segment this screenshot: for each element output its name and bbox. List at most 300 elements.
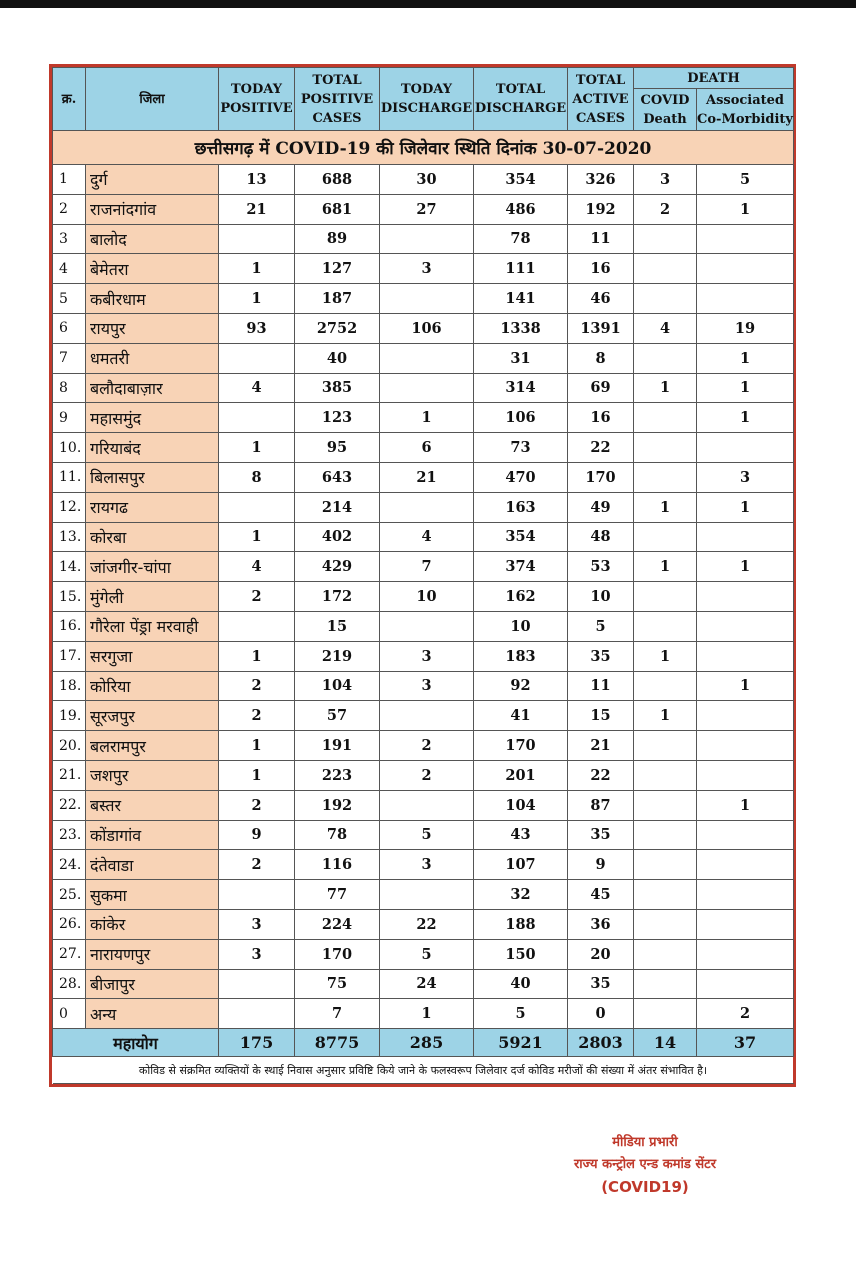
cell-serial: 25. <box>53 880 86 910</box>
cell-active-cases: 22 <box>568 760 634 790</box>
table-row <box>53 462 794 492</box>
cell-total-discharge: 188 <box>474 909 568 939</box>
cell-serial: 6 <box>53 313 86 343</box>
table-row <box>53 403 794 433</box>
cell-today-discharge <box>380 224 474 254</box>
cell-total-positive: 40 <box>295 343 380 373</box>
cell-covid-death <box>634 731 697 761</box>
cell-comorbidity <box>697 939 794 969</box>
cell-today-discharge <box>380 373 474 403</box>
cell-serial: 0 <box>53 999 86 1029</box>
table-row <box>53 433 794 463</box>
cell-serial: 13. <box>53 522 86 552</box>
cell-serial: 14. <box>53 552 86 582</box>
cell-comorbidity: 1 <box>697 373 794 403</box>
cell-today-positive: 93 <box>219 313 295 343</box>
cell-comorbidity: 1 <box>697 492 794 522</box>
cell-total-positive: 127 <box>295 254 380 284</box>
cell-total-discharge: 162 <box>474 582 568 612</box>
table-row <box>53 641 794 671</box>
cell-total-discharge: 470 <box>474 462 568 492</box>
cell-comorbidity <box>697 254 794 284</box>
cell-serial: 21. <box>53 760 86 790</box>
cell-comorbidity <box>697 909 794 939</box>
cell-covid-death <box>634 999 697 1029</box>
cell-total-discharge: 31 <box>474 343 568 373</box>
cell-comorbidity: 2 <box>697 999 794 1029</box>
cell-today-positive: 8 <box>219 462 295 492</box>
cell-covid-death <box>634 760 697 790</box>
cell-today-positive: 9 <box>219 820 295 850</box>
cell-district: कोरबा <box>86 522 219 552</box>
table-row <box>53 224 794 254</box>
total-covid-death: 14 <box>634 1029 697 1057</box>
table-row <box>53 611 794 641</box>
table-row <box>53 790 794 820</box>
cell-district: जांजगीर-चांपा <box>86 552 219 582</box>
cell-district: बलरामपुर <box>86 731 219 761</box>
cell-covid-death <box>634 224 697 254</box>
cell-active-cases: 21 <box>568 731 634 761</box>
cell-total-positive: 170 <box>295 939 380 969</box>
table-row <box>53 939 794 969</box>
table-row <box>53 552 794 582</box>
cell-active-cases: 11 <box>568 671 634 701</box>
cell-covid-death <box>634 343 697 373</box>
cell-district: जशपुर <box>86 760 219 790</box>
cell-today-positive: 1 <box>219 731 295 761</box>
cell-comorbidity <box>697 880 794 910</box>
cell-total-positive: 688 <box>295 165 380 195</box>
cell-comorbidity <box>697 224 794 254</box>
table-row <box>53 909 794 939</box>
cell-comorbidity <box>697 731 794 761</box>
cell-today-positive: 3 <box>219 939 295 969</box>
cell-active-cases: 9 <box>568 850 634 880</box>
total-label: महायोग <box>53 1029 219 1057</box>
cell-total-positive: 7 <box>295 999 380 1029</box>
cell-district: रायगढ <box>86 492 219 522</box>
cell-active-cases: 15 <box>568 701 634 731</box>
grand-total-row <box>53 1029 794 1057</box>
cell-total-discharge: 10 <box>474 611 568 641</box>
total-active: 2803 <box>568 1029 634 1057</box>
cell-total-positive: 219 <box>295 641 380 671</box>
cell-covid-death: 1 <box>634 641 697 671</box>
cell-today-positive: 2 <box>219 850 295 880</box>
cell-covid-death: 1 <box>634 701 697 731</box>
cell-total-discharge: 163 <box>474 492 568 522</box>
cell-covid-death <box>634 611 697 641</box>
header-covid-death: COVID Death <box>634 89 697 131</box>
cell-total-positive: 385 <box>295 373 380 403</box>
cell-total-positive: 95 <box>295 433 380 463</box>
total-today-discharge: 285 <box>380 1029 474 1057</box>
cell-district: कोरिया <box>86 671 219 701</box>
header-today-discharge: TODAY DISCHARGE <box>380 68 474 131</box>
signature-block <box>520 1132 770 1198</box>
cell-active-cases: 87 <box>568 790 634 820</box>
cell-covid-death <box>634 909 697 939</box>
cell-total-discharge: 374 <box>474 552 568 582</box>
cell-total-positive: 192 <box>295 790 380 820</box>
cell-total-positive: 214 <box>295 492 380 522</box>
cell-serial: 23. <box>53 820 86 850</box>
cell-active-cases: 46 <box>568 284 634 314</box>
cell-covid-death: 1 <box>634 373 697 403</box>
cell-today-discharge: 106 <box>380 313 474 343</box>
cell-today-positive: 2 <box>219 582 295 612</box>
cell-covid-death <box>634 969 697 999</box>
cell-total-positive: 116 <box>295 850 380 880</box>
cell-today-discharge: 2 <box>380 760 474 790</box>
cell-serial: 2 <box>53 194 86 224</box>
table-row <box>53 165 794 195</box>
cell-district: सूरजपुर <box>86 701 219 731</box>
cell-covid-death <box>634 850 697 880</box>
table-row <box>53 671 794 701</box>
cell-today-positive: 4 <box>219 373 295 403</box>
cell-active-cases: 45 <box>568 880 634 910</box>
district-status-table <box>52 67 794 1084</box>
cell-comorbidity <box>697 820 794 850</box>
cell-total-discharge: 354 <box>474 522 568 552</box>
cell-comorbidity <box>697 522 794 552</box>
table-row <box>53 343 794 373</box>
cell-today-discharge: 7 <box>380 552 474 582</box>
cell-today-positive <box>219 492 295 522</box>
cell-comorbidity: 19 <box>697 313 794 343</box>
cell-district: कोंडागांव <box>86 820 219 850</box>
cell-serial: 8 <box>53 373 86 403</box>
table-row <box>53 313 794 343</box>
cell-active-cases: 35 <box>568 820 634 850</box>
table-row <box>53 731 794 761</box>
cell-district: धमतरी <box>86 343 219 373</box>
table-row <box>53 254 794 284</box>
footnote: कोविड से संक्रमित व्यक्तियों के स्थाई निवास अनुसार प्रविष्टि किये जाने के फलस्वरूप जिलेवार दर्ज कोविड मरीजों की संख्या में अंतर संभावित है। <box>53 1057 794 1084</box>
cell-today-positive: 1 <box>219 522 295 552</box>
cell-today-discharge: 3 <box>380 850 474 880</box>
cell-total-positive: 15 <box>295 611 380 641</box>
cell-comorbidity: 1 <box>697 671 794 701</box>
cell-active-cases: 16 <box>568 403 634 433</box>
cell-serial: 11. <box>53 462 86 492</box>
header-serial: क्र. <box>53 68 86 131</box>
cell-total-positive: 77 <box>295 880 380 910</box>
cell-today-positive: 2 <box>219 671 295 701</box>
total-comorbidity: 37 <box>697 1029 794 1057</box>
cell-total-positive: 57 <box>295 701 380 731</box>
cell-covid-death <box>634 284 697 314</box>
cell-total-positive: 681 <box>295 194 380 224</box>
cell-district: बेमेतरा <box>86 254 219 284</box>
table-row <box>53 194 794 224</box>
cell-today-discharge: 21 <box>380 462 474 492</box>
cell-total-positive: 78 <box>295 820 380 850</box>
cell-today-discharge: 5 <box>380 939 474 969</box>
cell-serial: 26. <box>53 909 86 939</box>
cell-total-discharge: 107 <box>474 850 568 880</box>
cell-covid-death <box>634 790 697 820</box>
cell-serial: 3 <box>53 224 86 254</box>
cell-total-discharge: 41 <box>474 701 568 731</box>
cell-covid-death <box>634 582 697 612</box>
cell-serial: 16. <box>53 611 86 641</box>
cell-comorbidity <box>697 641 794 671</box>
cell-total-discharge: 183 <box>474 641 568 671</box>
cell-district: राजनांदगांव <box>86 194 219 224</box>
total-total-discharge: 5921 <box>474 1029 568 1057</box>
cell-active-cases: 10 <box>568 582 634 612</box>
cell-today-positive: 4 <box>219 552 295 582</box>
report-title: छत्तीसगढ़ में COVID-19 की जिलेवार स्थिति दिनांक 30-07-2020 <box>53 131 794 165</box>
cell-active-cases: 1391 <box>568 313 634 343</box>
cell-comorbidity: 1 <box>697 552 794 582</box>
cell-total-positive: 191 <box>295 731 380 761</box>
cell-comorbidity: 5 <box>697 165 794 195</box>
cell-active-cases: 35 <box>568 641 634 671</box>
cell-total-discharge: 92 <box>474 671 568 701</box>
cell-today-discharge: 3 <box>380 641 474 671</box>
header-today-positive: TODAY POSITIVE <box>219 68 295 131</box>
cell-active-cases: 11 <box>568 224 634 254</box>
cell-today-discharge <box>380 790 474 820</box>
cell-comorbidity: 1 <box>697 343 794 373</box>
total-today-positive: 175 <box>219 1029 295 1057</box>
cell-active-cases: 35 <box>568 969 634 999</box>
cell-covid-death <box>634 880 697 910</box>
cell-today-positive <box>219 969 295 999</box>
cell-today-positive <box>219 403 295 433</box>
table-row <box>53 582 794 612</box>
cell-covid-death: 1 <box>634 492 697 522</box>
cell-serial: 5 <box>53 284 86 314</box>
cell-serial: 28. <box>53 969 86 999</box>
cell-covid-death <box>634 820 697 850</box>
table-row <box>53 284 794 314</box>
cell-district: कांकेर <box>86 909 219 939</box>
cell-total-positive: 187 <box>295 284 380 314</box>
cell-comorbidity <box>697 701 794 731</box>
cell-today-discharge: 5 <box>380 820 474 850</box>
cell-total-positive: 429 <box>295 552 380 582</box>
table-row <box>53 969 794 999</box>
cell-today-positive: 3 <box>219 909 295 939</box>
footer-covid19: (COVID19) <box>601 1178 689 1196</box>
cell-today-positive: 2 <box>219 790 295 820</box>
header-district: जिला <box>86 68 219 131</box>
cell-total-positive: 223 <box>295 760 380 790</box>
cell-total-discharge: 78 <box>474 224 568 254</box>
cell-comorbidity <box>697 611 794 641</box>
cell-serial: 1 <box>53 165 86 195</box>
cell-total-discharge: 32 <box>474 880 568 910</box>
cell-today-positive: 1 <box>219 433 295 463</box>
cell-today-discharge: 3 <box>380 671 474 701</box>
cell-serial: 10. <box>53 433 86 463</box>
cell-total-discharge: 150 <box>474 939 568 969</box>
cell-district: सुकमा <box>86 880 219 910</box>
table-row <box>53 820 794 850</box>
cell-district: अन्य <box>86 999 219 1029</box>
cell-total-positive: 75 <box>295 969 380 999</box>
cell-district: बस्तर <box>86 790 219 820</box>
cell-active-cases: 49 <box>568 492 634 522</box>
cell-comorbidity: 3 <box>697 462 794 492</box>
table-row <box>53 999 794 1029</box>
cell-today-discharge: 2 <box>380 731 474 761</box>
cell-comorbidity <box>697 850 794 880</box>
cell-today-discharge <box>380 492 474 522</box>
cell-serial: 17. <box>53 641 86 671</box>
cell-district: बिलासपुर <box>86 462 219 492</box>
cell-covid-death <box>634 939 697 969</box>
cell-district: कबीरधाम <box>86 284 219 314</box>
table-row <box>53 850 794 880</box>
cell-total-discharge: 106 <box>474 403 568 433</box>
cell-district: गरियाबंद <box>86 433 219 463</box>
header-active-cases: TOTAL ACTIVE CASES <box>568 68 634 131</box>
table-row <box>53 522 794 552</box>
cell-today-positive: 13 <box>219 165 295 195</box>
top-border-bar <box>0 0 856 8</box>
cell-total-discharge: 43 <box>474 820 568 850</box>
cell-today-discharge: 1 <box>380 403 474 433</box>
cell-serial: 20. <box>53 731 86 761</box>
cell-serial: 4 <box>53 254 86 284</box>
cell-today-discharge: 6 <box>380 433 474 463</box>
cell-comorbidity <box>697 284 794 314</box>
footer-command-center: राज्य कन्ट्रोल एन्ड कमांड सेंटर <box>573 1157 717 1172</box>
cell-today-discharge: 30 <box>380 165 474 195</box>
cell-active-cases: 326 <box>568 165 634 195</box>
cell-covid-death <box>634 403 697 433</box>
header-total-positive: TOTAL POSITIVE CASES <box>295 68 380 131</box>
cell-total-positive: 643 <box>295 462 380 492</box>
cell-total-discharge: 1338 <box>474 313 568 343</box>
cell-district: दंतेवाडा <box>86 850 219 880</box>
cell-total-positive: 89 <box>295 224 380 254</box>
cell-active-cases: 5 <box>568 611 634 641</box>
table-row <box>53 880 794 910</box>
cell-today-positive: 21 <box>219 194 295 224</box>
cell-today-positive <box>219 343 295 373</box>
cell-active-cases: 48 <box>568 522 634 552</box>
cell-total-discharge: 40 <box>474 969 568 999</box>
cell-today-discharge: 3 <box>380 254 474 284</box>
cell-covid-death <box>634 433 697 463</box>
cell-serial: 22. <box>53 790 86 820</box>
cell-active-cases: 20 <box>568 939 634 969</box>
header-total-discharge: TOTAL DISCHARGE <box>474 68 568 131</box>
cell-active-cases: 22 <box>568 433 634 463</box>
cell-active-cases: 0 <box>568 999 634 1029</box>
cell-today-discharge: 10 <box>380 582 474 612</box>
cell-serial: 9 <box>53 403 86 433</box>
cell-total-positive: 123 <box>295 403 380 433</box>
table-row <box>53 492 794 522</box>
cell-total-discharge: 201 <box>474 760 568 790</box>
cell-today-discharge: 1 <box>380 999 474 1029</box>
cell-serial: 24. <box>53 850 86 880</box>
cell-active-cases: 8 <box>568 343 634 373</box>
cell-covid-death <box>634 254 697 284</box>
cell-today-discharge <box>380 284 474 314</box>
cell-district: महासमुंद <box>86 403 219 433</box>
cell-today-discharge: 24 <box>380 969 474 999</box>
cell-today-discharge <box>380 880 474 910</box>
cell-today-positive: 1 <box>219 254 295 284</box>
cell-comorbidity <box>697 433 794 463</box>
cell-active-cases: 170 <box>568 462 634 492</box>
cell-comorbidity: 1 <box>697 790 794 820</box>
cell-comorbidity <box>697 582 794 612</box>
cell-today-positive: 1 <box>219 760 295 790</box>
cell-active-cases: 192 <box>568 194 634 224</box>
cell-covid-death: 1 <box>634 552 697 582</box>
cell-active-cases: 53 <box>568 552 634 582</box>
cell-comorbidity: 1 <box>697 403 794 433</box>
footer-media-incharge: मीडिया प्रभारी <box>612 1135 678 1150</box>
cell-comorbidity: 1 <box>697 194 794 224</box>
cell-today-positive <box>219 611 295 641</box>
cell-total-discharge: 170 <box>474 731 568 761</box>
cell-district: नारायणपुर <box>86 939 219 969</box>
covid-district-report <box>49 64 796 1087</box>
cell-total-discharge: 354 <box>474 165 568 195</box>
header-comorbidity: Associated Co-Morbidity <box>697 89 794 131</box>
cell-total-discharge: 314 <box>474 373 568 403</box>
cell-covid-death: 2 <box>634 194 697 224</box>
table-row <box>53 760 794 790</box>
cell-today-positive <box>219 224 295 254</box>
cell-today-positive: 2 <box>219 701 295 731</box>
cell-covid-death <box>634 522 697 552</box>
cell-district: मुंगेली <box>86 582 219 612</box>
cell-total-discharge: 73 <box>474 433 568 463</box>
cell-total-discharge: 141 <box>474 284 568 314</box>
cell-district: बीजापुर <box>86 969 219 999</box>
cell-active-cases: 16 <box>568 254 634 284</box>
cell-total-positive: 402 <box>295 522 380 552</box>
cell-covid-death <box>634 671 697 701</box>
cell-total-discharge: 5 <box>474 999 568 1029</box>
cell-total-discharge: 104 <box>474 790 568 820</box>
cell-covid-death: 3 <box>634 165 697 195</box>
table-row <box>53 701 794 731</box>
cell-serial: 19. <box>53 701 86 731</box>
cell-today-positive: 1 <box>219 641 295 671</box>
cell-total-positive: 224 <box>295 909 380 939</box>
cell-serial: 27. <box>53 939 86 969</box>
cell-today-positive <box>219 880 295 910</box>
cell-today-discharge <box>380 343 474 373</box>
cell-covid-death: 4 <box>634 313 697 343</box>
total-total-positive: 8775 <box>295 1029 380 1057</box>
cell-today-positive <box>219 999 295 1029</box>
cell-today-discharge: 27 <box>380 194 474 224</box>
cell-district: गौरेला पेंड्रा मरवाही <box>86 611 219 641</box>
cell-total-positive: 172 <box>295 582 380 612</box>
cell-serial: 15. <box>53 582 86 612</box>
cell-today-discharge: 22 <box>380 909 474 939</box>
cell-district: बालोद <box>86 224 219 254</box>
cell-serial: 7 <box>53 343 86 373</box>
cell-total-discharge: 486 <box>474 194 568 224</box>
cell-today-discharge <box>380 701 474 731</box>
cell-covid-death <box>634 462 697 492</box>
